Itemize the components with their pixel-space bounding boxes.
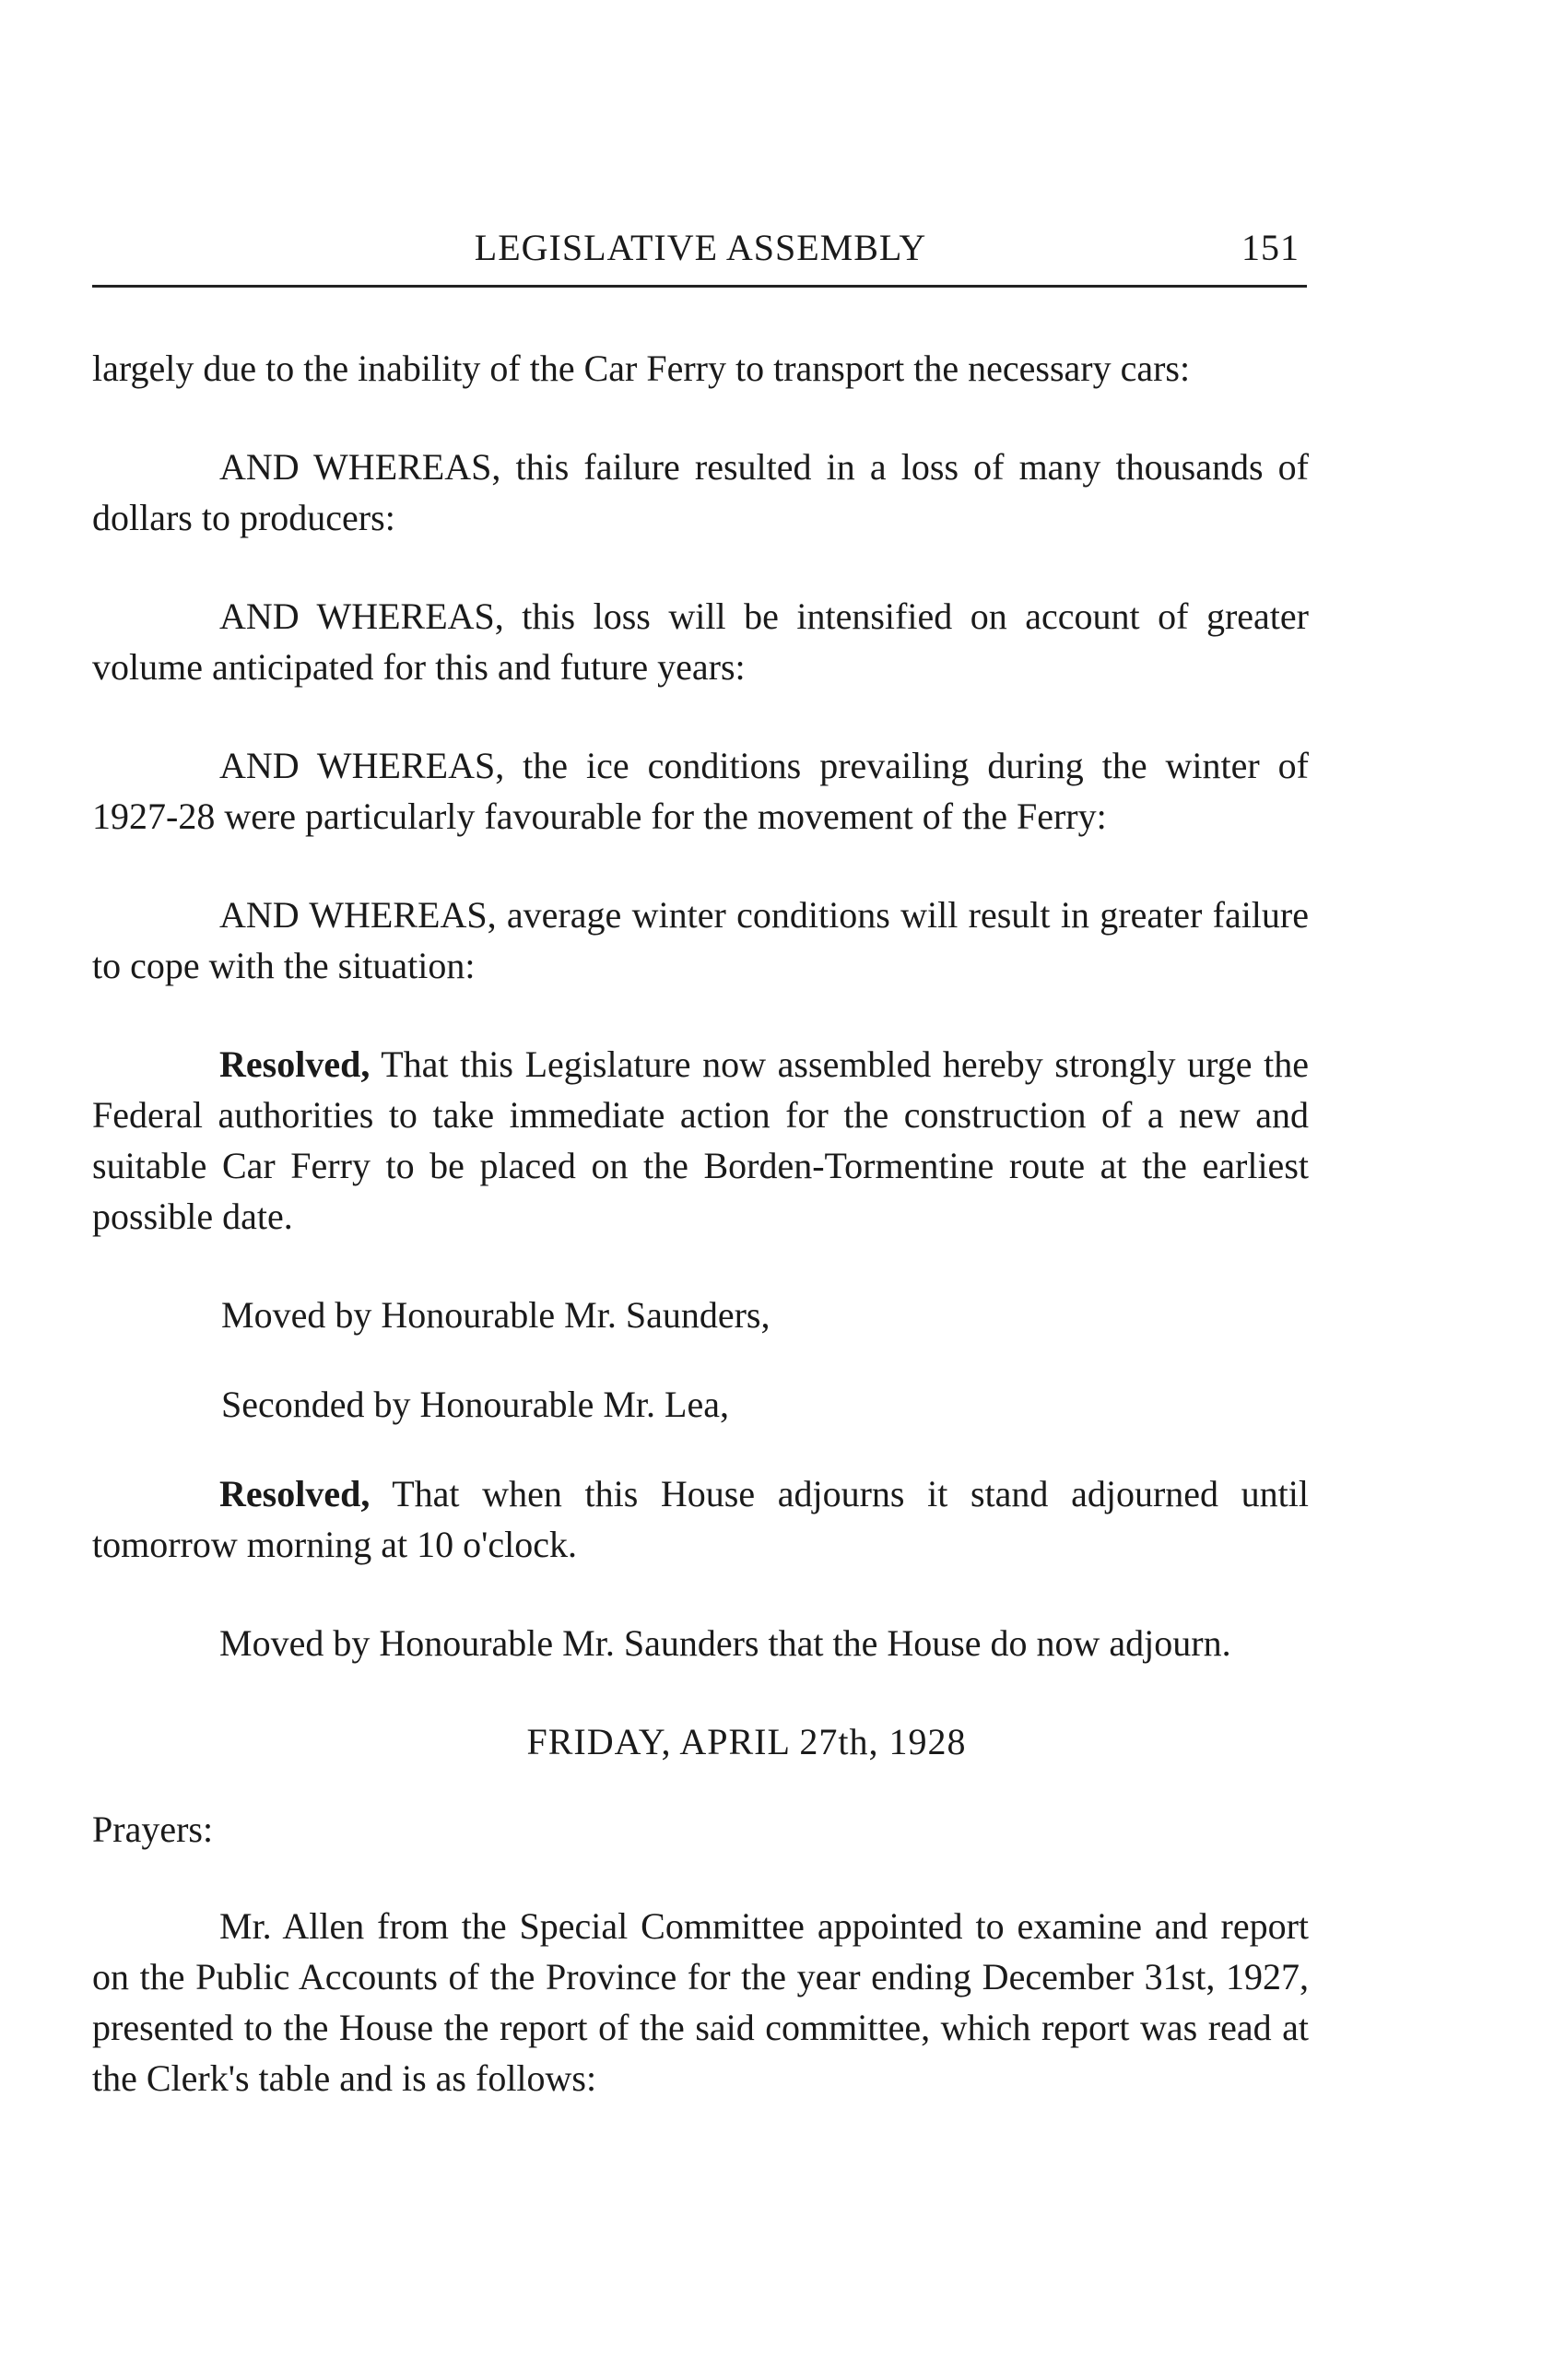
body-text xyxy=(92,343,1309,2103)
whereas-paragraph-1: AND WHEREAS, this failure resulted in a loss of many thousands of dollars to producers: xyxy=(92,446,1309,538)
resolution-text: That this Legislature now assembled hereby strongly urge the Federal authorities to take immediate action for the construction of a new and suitable Car Ferry to be placed on the Borden-Tormentine route at the earliest possible date. xyxy=(92,1043,1309,1237)
resolution-text: That when this House adjourns it stand adjourned until tomorrow morning at 10 o'clock. xyxy=(92,1473,1309,1565)
resolution-paragraph-2 xyxy=(92,1468,1309,1570)
moved-by-line: Moved by Honourable Mr. Saunders, xyxy=(221,1294,770,1336)
prayers-line: Prayers: xyxy=(92,1809,214,1850)
date-heading: FRIDAY, APRIL 27th, 1928 xyxy=(526,1721,967,1762)
running-head xyxy=(92,226,1309,283)
resolved-label: Resolved, xyxy=(219,1043,371,1085)
adjourn-motion: Moved by Honourable Mr. Saunders that the House do now adjourn. xyxy=(219,1622,1231,1664)
seconded-by-line: Seconded by Honourable Mr. Lea, xyxy=(221,1384,729,1425)
page-number: 151 xyxy=(1241,227,1300,268)
committee-report-paragraph: Mr. Allen from the Special Committee appointed to examine and report on the Public Accounts of the Province for the year ending December 31st, 1927, presented to the House the report of the said committee, which report was read at the Clerk's table and is as follows: xyxy=(92,1905,1309,2099)
page-title: LEGISLATIVE ASSEMBLY xyxy=(474,227,927,268)
whereas-paragraph-3: AND WHEREAS, the ice conditions prevailing during the winter of 1927-28 were particularly favourable for the movement of the Ferry: xyxy=(92,745,1309,837)
header-rule xyxy=(92,285,1307,288)
document-page xyxy=(92,226,1309,2151)
resolved-label: Resolved, xyxy=(219,1473,371,1514)
paragraph-continuation: largely due to the inability of the Car Ferry to transport the necessary cars: xyxy=(92,348,1191,389)
resolution-paragraph-1 xyxy=(92,1039,1309,1242)
whereas-paragraph-2: AND WHEREAS, this loss will be intensified on account of greater volume anticipated for this and future years: xyxy=(92,595,1309,688)
whereas-paragraph-4: AND WHEREAS, average winter conditions will result in greater failure to cope with the situation: xyxy=(92,894,1309,986)
